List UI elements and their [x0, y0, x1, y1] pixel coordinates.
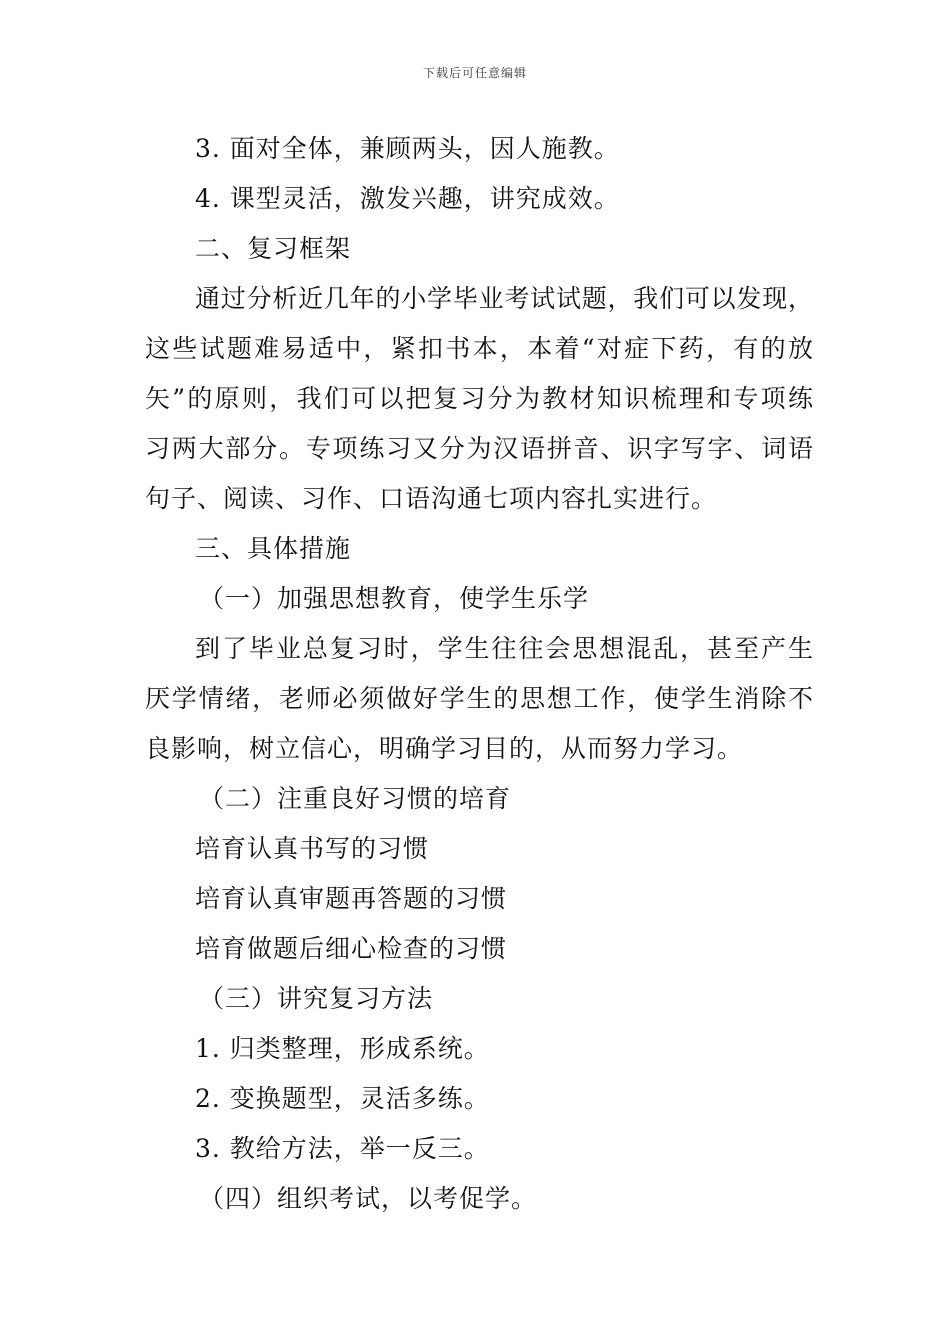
paragraph-line: 厌学情绪，老师必须做好学生的思想工作，使学生消除不: [145, 684, 813, 713]
subsection-heading: （四）组织考试，以考促学。: [199, 1184, 538, 1213]
paragraph-line: 矢”的原则，我们可以把复习分为教材知识梳理和专项练: [145, 384, 813, 413]
paragraph-line: 句子、阅读、习作、口语沟通七项内容扎实进行。: [145, 484, 718, 513]
paragraph-line: 良影响，树立信心，明确学习目的，从而努力学习。: [145, 734, 744, 763]
list-item: 2. 变换题型，灵活多练。: [195, 1084, 490, 1113]
subsection-heading: （二）注重良好习惯的培育: [199, 784, 512, 813]
list-item: 1. 归类整理，形成系统。: [195, 1034, 490, 1063]
list-item: 3. 教给方法，举一反三。: [195, 1134, 490, 1163]
section-heading: 三、具体措施: [195, 534, 352, 563]
list-item: 培育认真审题再答题的习惯: [195, 884, 508, 913]
list-item: 3. 面对全体，兼顾两头，因人施教。: [195, 134, 620, 163]
paragraph-line: 这些试题难易适中，紧扣书本，本着“对症下药，有的放: [145, 334, 813, 363]
paragraph-line: 习两大部分。专项练习又分为汉语拼音、识字写字、词语: [145, 434, 813, 463]
subsection-heading: （一）加强思想教育，使学生乐学: [199, 584, 590, 613]
paragraph-line: 通过分析近几年的小学毕业考试试题，我们可以发现，: [195, 284, 813, 313]
document-body: [145, 124, 813, 1224]
list-item: 培育认真书写的习惯: [195, 834, 430, 863]
page-header-note: 下载后可任意编辑: [422, 66, 527, 80]
paragraph-line: 到了毕业总复习时，学生往往会思想混乱，甚至产生: [195, 634, 813, 663]
list-item: 4. 课型灵活，激发兴趣，讲究成效。: [195, 184, 620, 213]
list-item: 培育做题后细心检查的习惯: [195, 934, 508, 963]
section-heading: 二、复习框架: [195, 234, 352, 263]
subsection-heading: （三）讲究复习方法: [199, 984, 434, 1013]
